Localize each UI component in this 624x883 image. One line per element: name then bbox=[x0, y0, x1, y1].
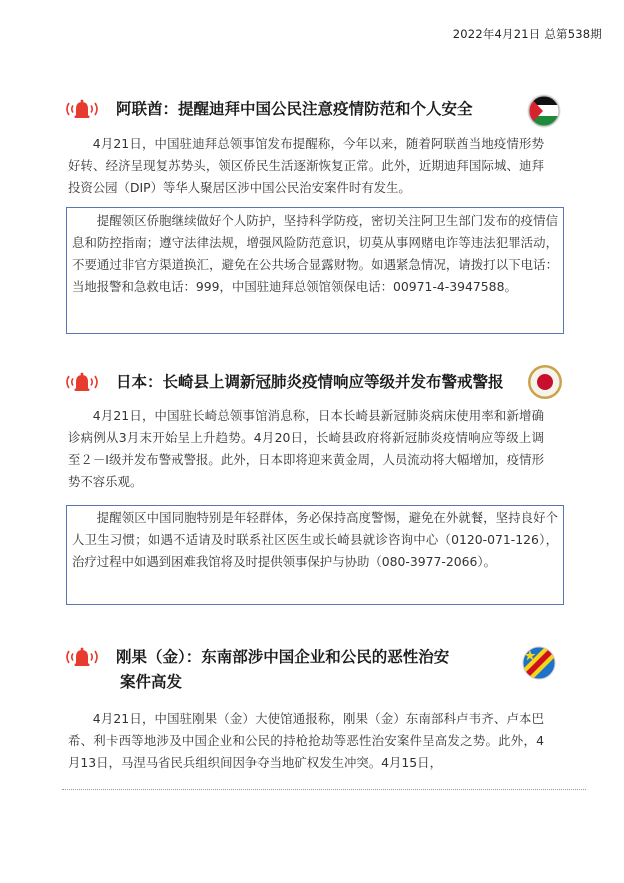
notice-text: 提醒领区中国同胞特别是年轻群体，务必保持高度警惕，避免在外就餐，坚持良好个人卫生习惯；如遇不适请及时联系社区医生或长崎县就诊咨询中心（0120-071-126），治疗过程中如遇到困难我馆将及时提供领事保护与协助（080-3977-2066）。 bbox=[72, 510, 558, 569]
section-title-japan bbox=[62, 370, 572, 395]
section-title-drc bbox=[62, 645, 572, 695]
alarm-bell-icon bbox=[62, 370, 102, 394]
section-title-text bbox=[116, 645, 449, 695]
section-title-text: 阿联酋：提醒迪拜中国公民注意疫情防范和个人安全 bbox=[116, 100, 473, 118]
dr-congo-flag-icon bbox=[521, 645, 557, 681]
section-title-line: 刚果（金）：东南部涉中国企业和公民的恶性治安 bbox=[116, 648, 450, 666]
section-paragraph: 4月21日，中国驻迪拜总领事馆发布提醒称，今年以来，随着阿联酋当地疫情形势好转、经济呈现复苏势头，领区侨民生活逐渐恢复正常。此外，近期迪拜国际城、迪拜投资公园（DIP）等华人聚居区涉中国公民治安案件时有发生。 bbox=[68, 136, 544, 195]
section-title-uae bbox=[62, 97, 572, 122]
notice-box bbox=[66, 505, 564, 605]
notice-box bbox=[66, 207, 564, 334]
notice-text: 提醒领区侨胞继续做好个人防护，坚持科学防疫，密切关注阿卫生部门发布的疫情信息和防控指南；遵守法律法规，增强风险防范意识，切莫从事网赌电诈等违法犯罪活动，不要通过非官方渠道换汇，避免在公共场合显露财物。如遇紧急情况，请拨打以下电话：当地报警和急救电话：999，中国驻迪拜总领馆领保电话：00971-4-3947588。 bbox=[72, 213, 558, 294]
page-divider bbox=[62, 789, 586, 790]
section-title-line: 案件高发 bbox=[120, 673, 183, 691]
section-paragraph: 4月21日，中国驻刚果（金）大使馆通报称，刚果（金）东南部科卢韦齐、卢本巴希、利卡西等地涉及中国企业和公民的持枪抢劫等恶性治安案件呈高发之势。此外，4月13日，马涅马省民兵组织间因争夺当地矿权发生冲突。4月15日， bbox=[68, 711, 544, 770]
alarm-bell-icon bbox=[62, 645, 102, 669]
japan-flag-icon bbox=[527, 364, 563, 400]
issue-date: 2022年4月21日 总第538期 bbox=[452, 27, 602, 41]
alarm-bell-icon bbox=[62, 97, 102, 121]
palestine-style-flag-icon bbox=[527, 94, 561, 128]
section-title-text: 日本：长崎县上调新冠肺炎疫情响应等级并发布警戒警报 bbox=[116, 373, 504, 391]
section-paragraph: 4月21日，中国驻长崎总领事馆消息称，日本长崎县新冠肺炎病床使用率和新增确诊病例从3月末开始呈上升趋势。4月20日，长崎县政府将新冠肺炎疫情响应等级上调至２－Ⅰ级并发布警戒警报。此外，日本即将迎来黄金周，人员流动将大幅增加，疫情形势不容乐观。 bbox=[68, 408, 544, 489]
